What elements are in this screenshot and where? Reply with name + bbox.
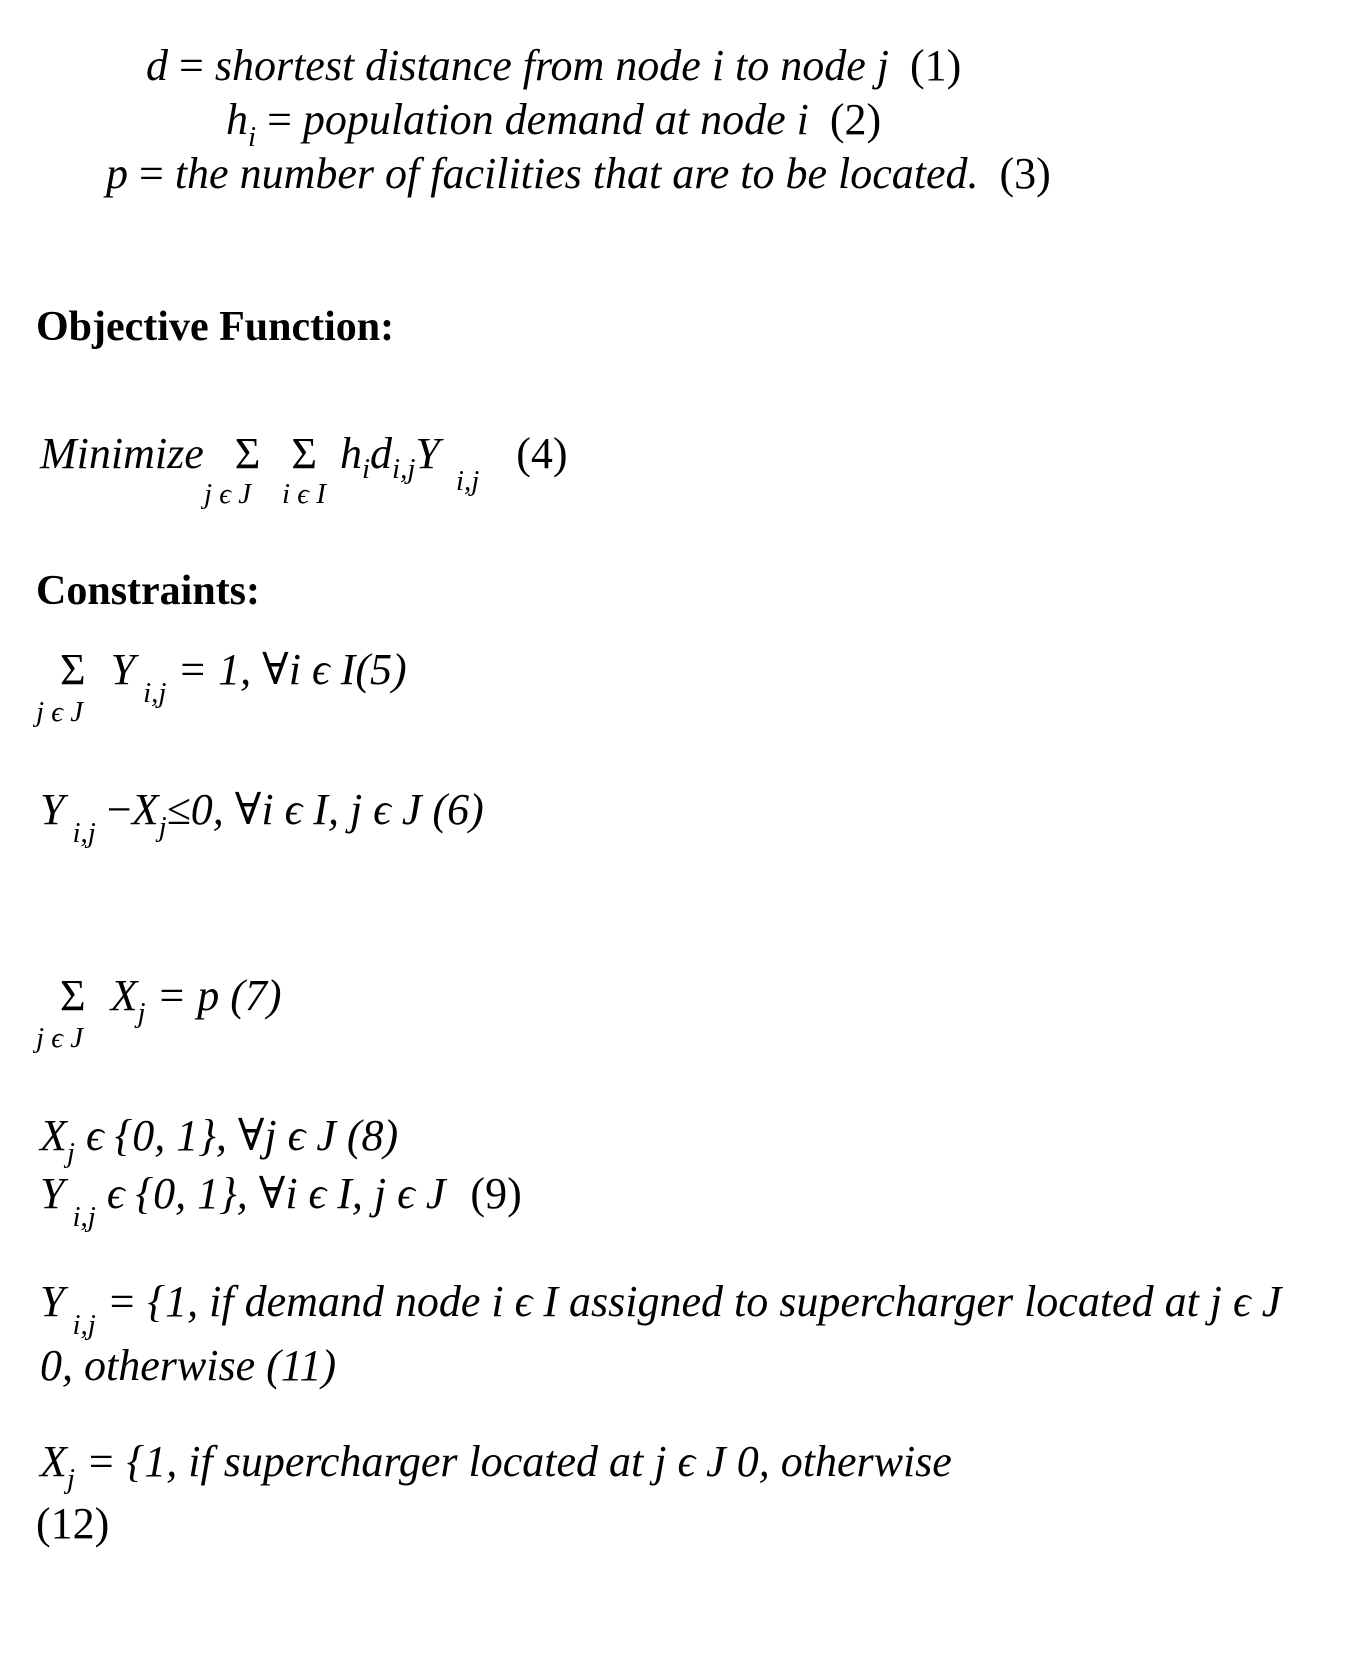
def3-number: (3) xyxy=(999,149,1051,198)
objective-number: (4) xyxy=(516,429,568,478)
c7-X: X xyxy=(110,971,138,1020)
c6-rhs: ≤0, ∀i ϵ I, j ϵ J (6) xyxy=(166,785,484,834)
sum-j-index: j ϵ J xyxy=(204,478,252,510)
c6-X: X xyxy=(131,785,159,834)
constraint-8 xyxy=(40,1111,399,1169)
c5-rhs: = 1, ∀i ϵ I(5) xyxy=(177,645,407,694)
c12-line1: = {1, if supercharger located at j ϵ J 0, otherwise xyxy=(85,1437,952,1486)
def1-text: shortest distance from node i to node j xyxy=(214,41,890,90)
constraint-9 xyxy=(40,1169,522,1233)
definition-3 xyxy=(106,149,1051,198)
c7-sigma: Σ xyxy=(60,971,86,1020)
definition-1 xyxy=(146,41,962,90)
def1-equals: = xyxy=(179,41,204,90)
obj-Y: Y xyxy=(415,429,440,478)
c8-X: X xyxy=(40,1111,67,1160)
obj-d: d xyxy=(370,429,393,478)
obj-d-sub: i,j xyxy=(392,453,416,485)
def2-lhs-sub: i xyxy=(248,121,257,153)
c5-sigma: Σ xyxy=(60,645,86,694)
sum-i-symbol: Σ xyxy=(291,429,317,478)
c12-line2: (12) xyxy=(36,1499,110,1548)
constraint-6 xyxy=(40,785,484,849)
def1-lhs: d xyxy=(146,41,168,90)
c6-Y-sub: i,j xyxy=(72,817,96,849)
c12-X-sub: j xyxy=(66,1463,75,1495)
sum-i-index: i ϵ I xyxy=(282,478,326,510)
c11-line2: 0, otherwise (11) xyxy=(40,1341,337,1390)
def3-equals: = xyxy=(139,149,164,198)
constraints-heading: Constraints: xyxy=(36,568,261,614)
objective-heading: Objective Function: xyxy=(36,304,395,350)
c5-index: j ϵ J xyxy=(36,696,84,728)
c7-index: j ϵ J xyxy=(36,1022,84,1054)
obj-Y-sub: i,j xyxy=(455,465,480,497)
obj-h: h xyxy=(339,429,362,478)
obj-h-sub: i xyxy=(361,453,371,485)
def2-lhs: h xyxy=(226,95,248,144)
def1-number: (1) xyxy=(910,41,962,90)
c8-X-sub: j xyxy=(66,1137,75,1169)
constraint-12 xyxy=(40,1437,952,1495)
c9-number: (9) xyxy=(470,1169,522,1218)
constraint-5 xyxy=(60,645,407,709)
c11-line1: = {1, if demand node i ϵ I assigned to supercharger located at j ϵ J xyxy=(106,1277,1282,1326)
c6-minus: − xyxy=(106,785,132,834)
def2-text: population demand at node i xyxy=(302,95,809,144)
c11-Y: Y xyxy=(40,1277,65,1326)
constraint-11 xyxy=(40,1277,1282,1341)
minimize-label: Minimize xyxy=(40,429,204,478)
c11-Y-sub: i,j xyxy=(72,1309,96,1341)
c5-Y-sub: i,j xyxy=(143,677,167,709)
c7-X-sub: j xyxy=(137,997,146,1029)
c12-X: X xyxy=(40,1437,67,1486)
def3-lhs: p xyxy=(106,149,128,198)
def2-number: (2) xyxy=(829,95,882,144)
c8-rhs: ϵ {0, 1}, ∀j ϵ J (8) xyxy=(85,1111,399,1160)
def2-equals: = xyxy=(267,95,292,144)
definition-2 xyxy=(226,95,882,153)
c5-Y: Y xyxy=(110,645,136,694)
c6-Y: Y xyxy=(40,785,65,834)
c6-X-sub: j xyxy=(158,811,167,843)
constraint-7 xyxy=(60,971,282,1029)
c9-rhs: ϵ {0, 1}, ∀i ϵ I, j ϵ J xyxy=(106,1169,446,1218)
c9-Y-sub: i,j xyxy=(72,1201,96,1233)
sum-j-symbol: Σ xyxy=(234,429,261,478)
c7-rhs: = p (7) xyxy=(156,971,282,1020)
c9-Y: Y xyxy=(40,1169,65,1218)
def3-text: the number of facilities that are to be located. xyxy=(174,149,979,198)
